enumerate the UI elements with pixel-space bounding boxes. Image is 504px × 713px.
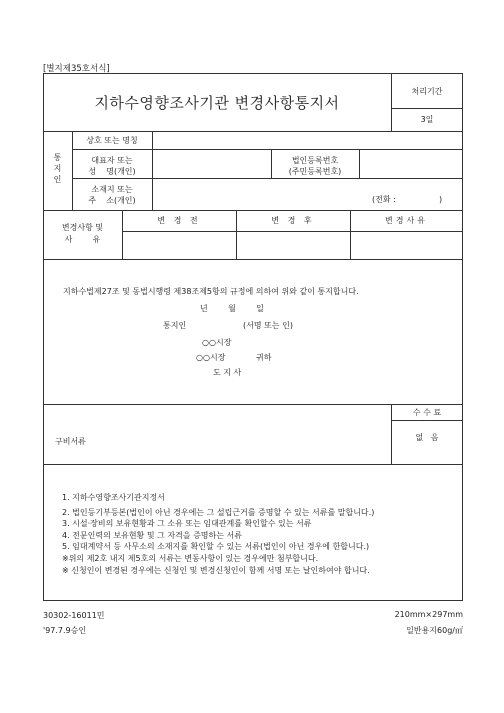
changes-row-label: 변경사항 및 사 유	[61, 223, 104, 244]
phone-label: (전화 : )	[372, 195, 443, 204]
footer-code: 30302-16011민	[43, 611, 105, 620]
date-line: 년 월 일	[200, 304, 264, 313]
declaration-statement: 지하수법제27조 및 동법시행령 제38조제5항의 규정에 의하여 위와 같이 통지합니다.	[63, 287, 359, 296]
notifier-section-label: 통 지 인	[53, 153, 62, 184]
addressee-2: ○○시장	[196, 353, 226, 362]
document-item: 3. 시설·장비의 보유현황과 그 소유 또는 임대관계를 확인할수 있는 서류	[62, 519, 312, 529]
documents-list	[62, 492, 462, 576]
representative-label: 대표자 또는 성 명(개인)	[88, 156, 136, 176]
footer-size: 210mm×297mm	[394, 610, 463, 619]
col-after: 변 경 후	[271, 216, 315, 225]
addressee-3: 도 지 사	[213, 368, 242, 377]
notifier-sign-label: 통지인	[163, 321, 187, 330]
col-reason: 변경사유	[385, 216, 428, 225]
col-before: 변 경 전	[157, 216, 201, 225]
fee-label: 수 수 료	[412, 408, 442, 417]
document-note: ※ 신청인이 변경된 경우에는 신청인 및 변경신청인이 함께 서명 또는 날인하여야 합니다.	[62, 565, 370, 575]
document-item: 4. 전문인력의 보유현황 및 그 자격을 증명하는 서류	[62, 530, 242, 540]
title-cell	[43, 73, 391, 131]
footer-approval: '97.7.9승인	[43, 626, 87, 635]
form-title: 지하수영향조사기관 변경사항통지서	[94, 93, 340, 112]
signature-hint: (서명 또는 인)	[243, 321, 293, 330]
documents-label: 구비서류	[55, 437, 86, 446]
footer-paper: 일반용지60g/㎡	[406, 626, 463, 635]
form-code: [별지제35호서식]	[43, 64, 110, 74]
document-item: 5. 임대계약서 등 사무소의 소재지를 확인할 수 있는 서류(법인이 아닌 경우에 한합니다.)	[62, 542, 370, 552]
business-name-label: 상호 또는 명칭	[86, 136, 138, 145]
address-label: 소재지 또는 주 소(개인)	[88, 185, 136, 205]
document-item: 2. 법인등기부등본(법인이 아닌 경우에는 그 설립근거를 증명할 수 있는 서류를 말합니다.)	[62, 507, 375, 517]
document-item: 1. 지하수영향조사기관지정서	[62, 493, 165, 502]
honorific: 귀하	[256, 353, 272, 362]
processing-period-value: 3일	[420, 115, 434, 124]
processing-period-label: 처리기간	[411, 87, 443, 96]
addressee-1: ○○시장	[202, 338, 232, 347]
corp-reg-label: 법인등록번호 (주민등록번호)	[288, 156, 342, 176]
document-note: ※위의 제2호 내지 제5호의 서류는 변동사항이 있는 경우에만 첨부합니다.	[62, 553, 319, 563]
fee-value: 없 음	[415, 433, 439, 442]
